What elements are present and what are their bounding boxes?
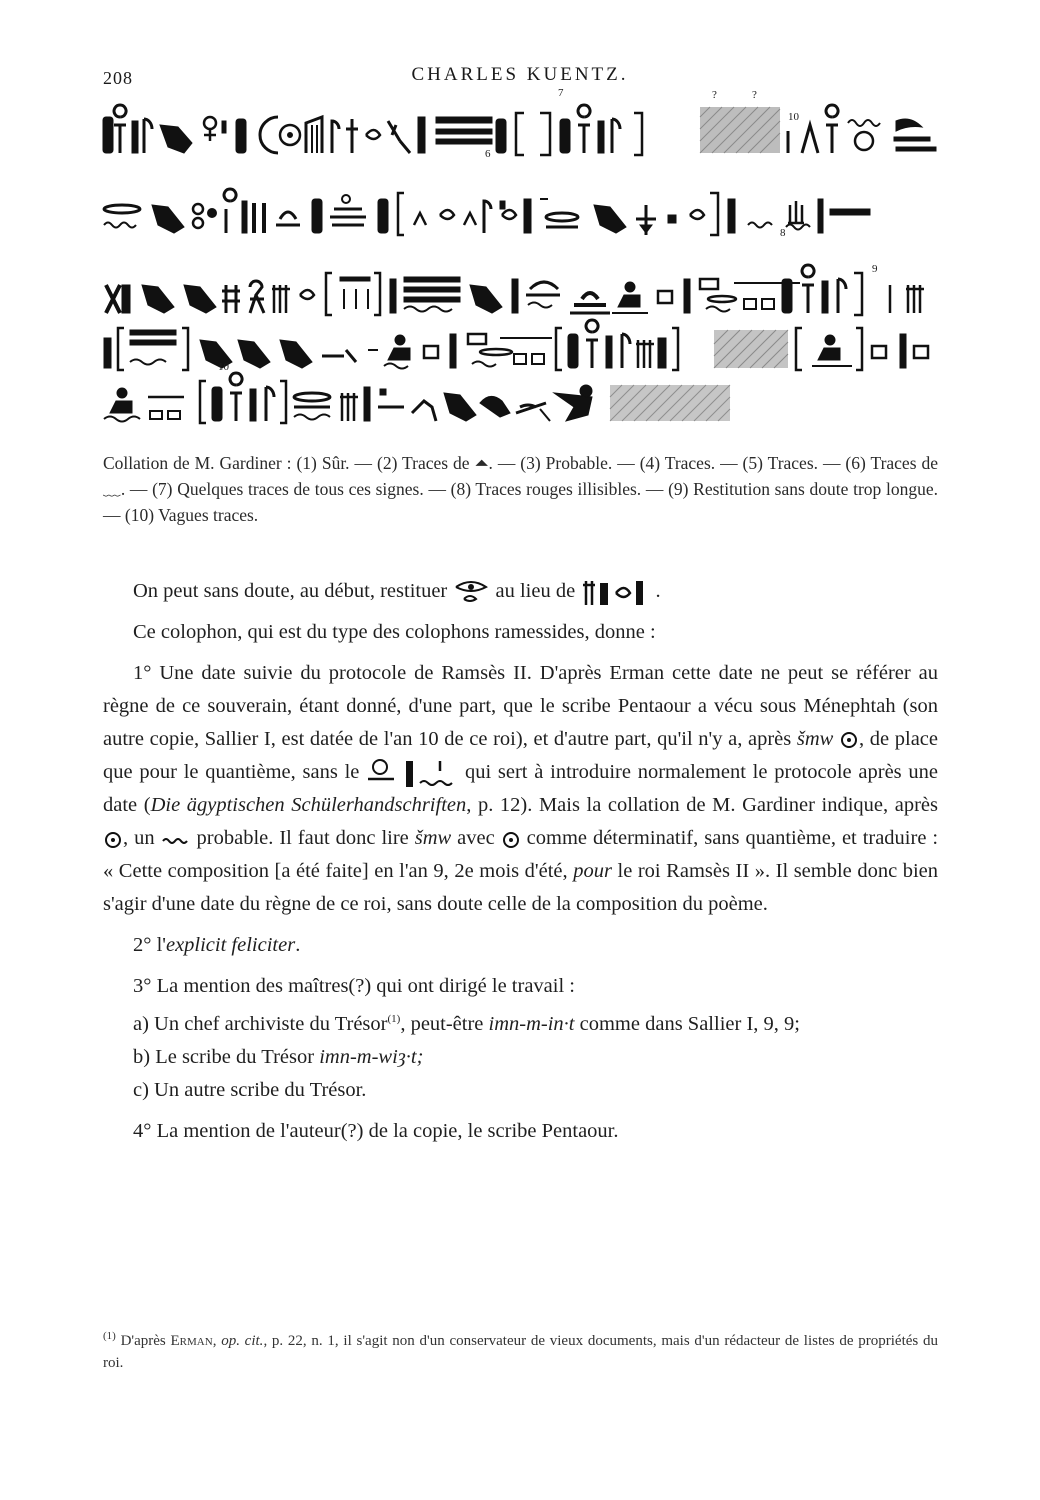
body-text [103, 575, 938, 1148]
hieroglyph-line-3 [100, 255, 940, 317]
reference: op. cit. [221, 1333, 264, 1349]
text-run: , p. 22, n. 1, il s'agit non d'un conservateur de vieux documents, mais d'un rédacteur de listes de propriétés du roi. [103, 1333, 939, 1371]
text-run: On peut sans doute, au début, restituer [133, 580, 448, 602]
text-run: b) Le scribe du Trésor [133, 1046, 315, 1069]
paragraph-6 [103, 1003, 938, 1041]
date-glyph-group-icon [366, 757, 458, 789]
note-number: ? [712, 89, 717, 101]
text-run: . [295, 934, 301, 957]
text-run: au lieu de [495, 580, 576, 602]
paragraph-2: Ce colophon, qui est du type des colophons ramessides, donne : [133, 621, 656, 643]
footnote-mark: (1) [103, 1330, 116, 1342]
paragraph-3 [103, 657, 938, 921]
hieroglyph-line-2 [100, 175, 940, 237]
paragraph-9: 4° La mention de l'auteur(?) de la copie, le scribe Pentaour. [133, 1120, 619, 1143]
sun-glyph-icon [501, 830, 521, 850]
sun-glyph-icon [103, 830, 123, 850]
text-run: , [212, 1333, 217, 1349]
text-run: . [655, 580, 661, 602]
note-number: 10 [218, 361, 229, 373]
note-number: 8 [780, 227, 786, 239]
translit-smw: šmw [796, 728, 834, 750]
text-run: , un [123, 827, 155, 850]
latin-phrase: explicit feliciter [165, 934, 296, 957]
translit-name: imn-m-in·t [488, 1013, 575, 1036]
footnote-ref: (1) [387, 1013, 401, 1026]
hieroglyph-glyphs [100, 95, 940, 157]
hieroglyph-glyphs [100, 363, 940, 425]
hieroglyph-line-1 [100, 87, 940, 160]
note-number: 7 [558, 87, 564, 99]
hieroglyph-glyphs [100, 255, 940, 317]
footnote [103, 1325, 938, 1374]
collation-notes: Collation de M. Gardiner : (1) Sûr. — (2) Traces de ⏶. — (3) Probable. — (4) Traces. — (5) Traces. — (6) Traces de ﹏. — (7) Quelques traces de tous ces signes. — (8) Traces rouges illisibles. — (9) Restitution sans doute trop longue. — (10) Vagues traces. [103, 453, 938, 525]
text-run: qui sert à introduire normalement le protocole après une date ( [103, 761, 939, 817]
text-run: a) Un chef archiviste du Trésor [133, 1013, 388, 1036]
note-number: 9 [872, 263, 878, 275]
paragraph-4 [103, 929, 938, 962]
text-run: D'après [120, 1333, 166, 1349]
translit-smw: šmw [414, 827, 452, 850]
page-header [0, 62, 1040, 92]
paragraph-7 [103, 1041, 938, 1074]
text-run: , p. 12). Mais la collation de M. Gardiner indique, après [466, 794, 938, 817]
running-head: CHARLES KUENTZ. [411, 64, 629, 85]
text-run: probable. Il faut donc lire [196, 827, 409, 850]
text-run: 2° l' [133, 934, 166, 957]
eye-mouth-glyph-icon [452, 577, 490, 607]
text-run: , peut-être [400, 1013, 484, 1036]
note-number: 10 [788, 111, 799, 123]
text-run: le roi Ramsès II ». Il semble donc bien s'agir d'une date du règne de ce roi, sans doute celle de la composition du poème. [103, 860, 939, 916]
page-number: 208 [103, 68, 133, 88]
water-glyph-icon [161, 833, 191, 847]
paragraph-1 [103, 575, 938, 608]
text-run: comme dans Sallier I, 9, 9; [579, 1013, 800, 1036]
paragraph-5: 3° La mention des maîtres(?) qui ont dirigé le travail : [133, 975, 575, 998]
hieroglyphic-transcription [100, 87, 940, 430]
translit-name: imn-m-wiȝ·t; [319, 1046, 424, 1069]
hieroglyph-glyphs [100, 175, 940, 237]
hieroglyph-group-icon [580, 577, 650, 607]
sun-glyph-icon [839, 730, 859, 750]
emphasis-pour: pour [573, 860, 612, 883]
text-run: avec [457, 827, 495, 850]
paragraph-8: c) Un autre scribe du Trésor. [133, 1079, 367, 1102]
reference-title: Die ägyptischen Schülerhandschriften [150, 794, 467, 817]
text-run: comme déterminatif, sans quantième, et traduire : « Cette composition [a été faite] en l'an 9, 2e mois d'été, [103, 827, 939, 883]
text-run: 1° Une date suivie du protocole de Ramsès II. D'après Erman cette date ne peut se référer au règne de ce souverain, étant donné, d'une part, que le scribe Pentaour a vécu sous Ménephtah (son autre copie, Sallier I, est datée de l'an 10 de ce roi), et d'autre part, qu'il n'y a, après [103, 662, 938, 750]
text-run: , de place que pour le quantième, sans le [103, 728, 938, 783]
note-number: 6 [485, 148, 491, 160]
note-number: ? [752, 89, 757, 101]
author-name: Erman [170, 1333, 213, 1349]
hieroglyph-line-5 [100, 363, 940, 425]
